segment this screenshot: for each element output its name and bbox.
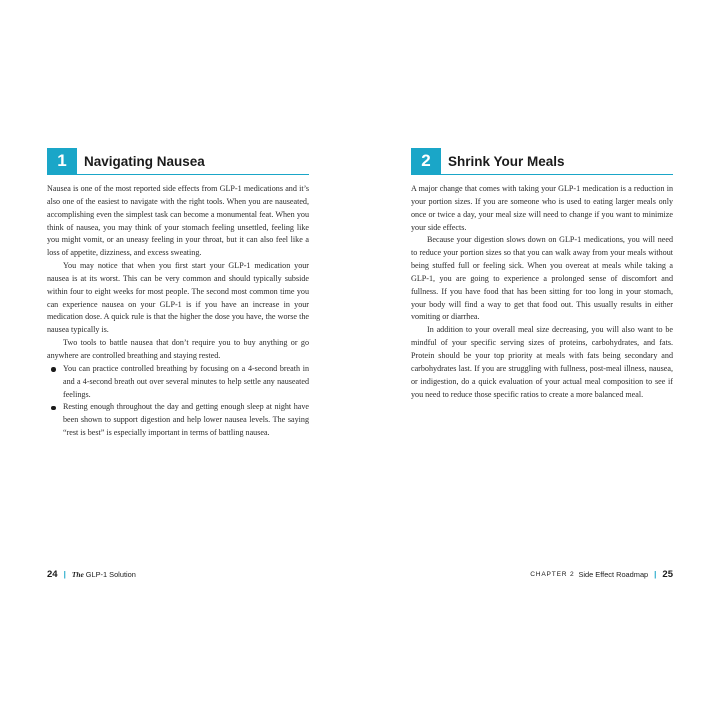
bullet-dot-icon: [51, 367, 56, 372]
list-item: [47, 363, 309, 402]
page-number: 25: [662, 568, 673, 580]
page-footer-left: [47, 567, 136, 581]
bullet-dot-icon: [51, 406, 56, 411]
list-item-text: Resting enough throughout the day and getting enough sleep at night have been shown to support digestion and help lower nausea levels. The saying “rest is best” is especially important in terms of battling nausea.: [63, 402, 309, 438]
section-heading-nausea: [47, 148, 309, 175]
paragraph: A major change that comes with taking your GLP-1 medication is a reduction in your portion sizes. If you are someone who is used to eating larger meals only once or twice a day, your meal size will need to change if you want to minimize your side effects.: [411, 184, 673, 232]
section-body: [411, 183, 673, 401]
page-number: 24: [47, 568, 58, 580]
paragraph: In addition to your overall meal size decreasing, you will also want to be mindful of your specific serving sizes of proteins, carbohydrates, and fats. Protein should be your top priority at meals with fats being secondary and carbohydrates last. If you are struggling with fullness, post-meal illness, nausea, or indigestion, do a quick evaluation of your actual meal composition to see if you need to reduce those specific ratios to create a more balanced meal.: [411, 325, 673, 399]
footer-separator: |: [654, 569, 657, 579]
section-number-badge: 2: [411, 148, 441, 174]
right-page: [411, 0, 673, 720]
list-item: [47, 401, 309, 440]
book-title-article: The: [71, 569, 84, 579]
section-heading-meals: [411, 148, 673, 175]
paragraph: You may notice that when you first start your GLP-1 medication your nausea is at its worst. This can be very common and should typically subside within four to eight weeks for most people. The second most common time you can experience nausea on your GLP-1 is if you have an increase in your medication dose. A quick rule is that the higher the dose you have, the worse the nausea typically is.: [47, 261, 309, 335]
section-title: Shrink Your Meals: [448, 154, 565, 169]
list-item-text: You can practice controlled breathing by focusing on a 4-second breath in and a 4-second breath out over several minutes to help settle any nauseated feelings.: [63, 363, 309, 399]
section-number-badge: 1: [47, 148, 77, 174]
section-body: [47, 183, 309, 440]
paragraph: Nausea is one of the most reported side effects from GLP-1 medications and it’s also one of the easiest to navigate with the right tools. When you are nauseated, accomplishing even the simplest task can become a monumental feat. When you think of nausea, you may think of your stomach feeling unsettled, feeling like you might vomit, or an uneasy feeling in your throat, but it can also feel like a loss of appetite, dizziness, and excess sweating.: [47, 184, 309, 258]
left-page: [47, 0, 309, 720]
paragraph: Because your digestion slows down on GLP-1 medications, you will need to reduce your portion sizes so that you can walk away from your meals without being stuffed full or feeling sick. When you overeat at meals while taking a GLP-1, you are going to experience a prolonged sense of discomfort and fullness. If you have food that has been sitting for too long in your stomach, your body will find a way to get that food out. This usually results in either vomiting or diarrhea.: [411, 235, 673, 322]
chapter-label: CHAPTER 2: [530, 570, 575, 578]
bullet-list: [47, 363, 309, 440]
chapter-title: Side Effect Roadmap: [578, 569, 649, 579]
paragraph: Two tools to battle nausea that don’t require you to buy anything or go anywhere are controlled breathing and staying rested.: [47, 338, 309, 360]
page-footer-right: [530, 567, 673, 581]
section-title: Navigating Nausea: [84, 154, 205, 169]
book-title: GLP-1 Solution: [85, 569, 136, 579]
footer-separator: |: [63, 569, 66, 579]
